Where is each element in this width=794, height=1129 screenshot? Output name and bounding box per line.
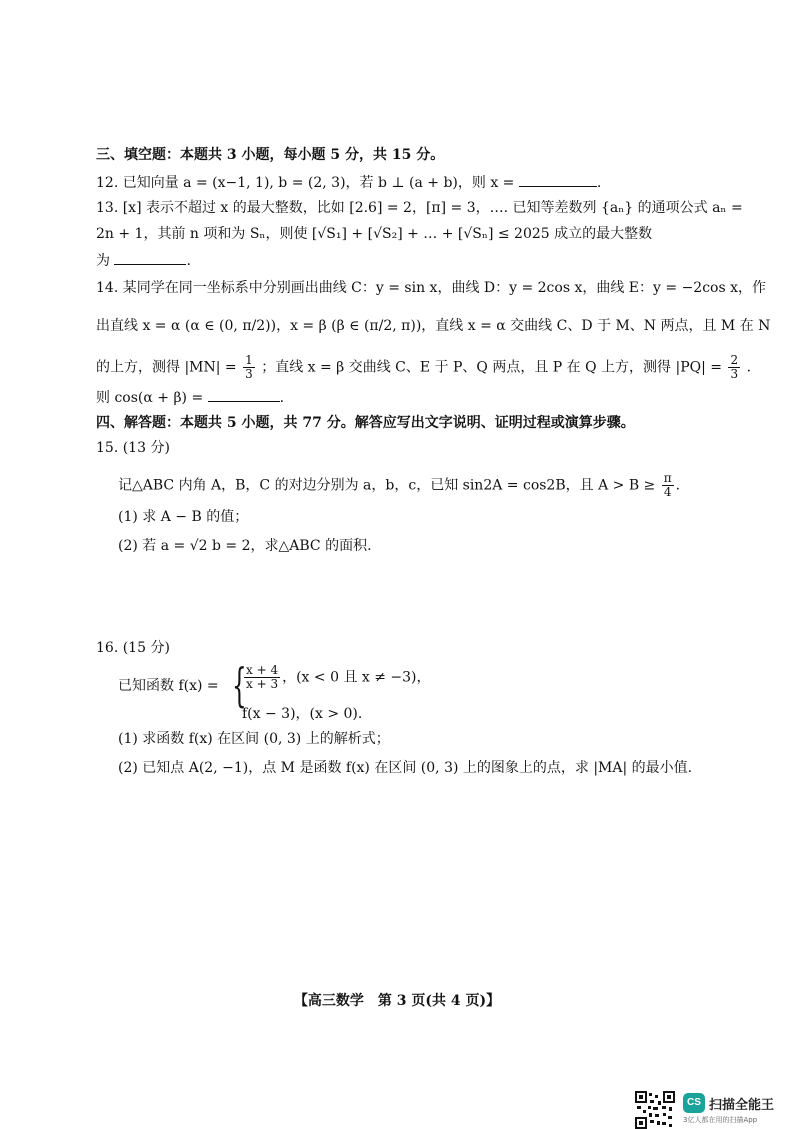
q16-case1-fraction [244,664,280,691]
section4-heading: 四、解答题：本题共 5 小题，共 77 分。解答应写出文字说明、证明过程或演算步骤。 [96,415,635,431]
q14-frac2-num: 2 [730,353,739,367]
q14-line3 [96,354,751,381]
page-footer: 【高三数学 第 3 页(共 4 页)】 [293,993,501,1009]
q14-fraction-mn [243,354,255,381]
q15-frac-num: π [663,471,672,485]
q14-fraction-pq [728,354,740,381]
q14-line4 [96,387,284,408]
q14-frac1-den: 3 [245,367,253,381]
q16-case1-den: x + 3 [246,677,279,691]
q15-number: 15. (13 分) [96,440,170,456]
q14-line3-c: . [746,359,752,376]
q16-case1-cond: ，(x < 0 且 x ≠ −3)， [282,669,431,686]
q15-stem-a: 记△ABC 内角 A，B，C 的对边分别为 a，b，c，已知 sin2A = cos2B，且 A > B ≥ [118,477,656,494]
camscanner-name: 扫描全能王 [709,1098,775,1113]
q16-part2: (2) 已知点 A(2, −1)，点 M 是函数 f(x) 在区间 (0, 3) 上的图象上的点，求 |MA| 的最小值. [118,760,693,776]
question-13-end [96,250,191,271]
q15-part1: (1) 求 A − B 的值； [118,509,249,525]
q14-line2: 出直线 x = α (α ∈ (0, π/2))，x = β (β ∈ (π/2, π))，直线 x = α 交曲线 C、D 于 M、N 两点，且 M 在 N [96,318,771,334]
q12-answer-blank [519,172,597,187]
q14-line4-prefix: 则 cos(α + β) = [96,390,204,406]
q13-line3-prefix: 为 [96,253,110,269]
q15-stem [118,472,680,499]
q16-case1 [242,664,431,691]
q16-stem-prefix: 已知函数 f(x) = [118,678,219,694]
q13-line2: 2n + 1，其前 n 项和为 Sₙ，则使 [√S₁] + [√S₂] + … + [√Sₙ] ≤ 2025 成立的最大整数 [96,226,653,242]
q14-answer-blank [208,387,280,402]
section3-heading: 三、填空题：本题共 3 小题，每小题 5 分，共 15 分。 [96,147,445,163]
camscanner-tagline: 3亿人都在用的扫描App [683,1116,758,1124]
q15-frac-den: 4 [663,485,672,499]
question-12: 12. 已知向量 a = (x−1, 1), b = (2, 3)，若 b ⊥ (a + b)，则 x = . [96,172,601,193]
q15-fraction [662,472,674,499]
piecewise-brace: { [232,658,247,712]
camscanner-logo: CS [683,1093,705,1113]
qr-code-icon [635,1091,675,1129]
q14-line3-b: ；直线 x = β 交曲线 C、E 于 P、Q 两点，且 P 在 Q 上方，测得 |PQ| = [261,359,723,376]
q14-line1: 14. 某同学在同一坐标系中分别画出曲线 C：y = sin x，曲线 D：y = 2cos x，曲线 E：y = −2cos x，作 [96,280,767,296]
q13-line1: 13. [x] 表示不超过 x 的最大整数，比如 [2.6] = 2，[π] = 3，…. 已知等差数列 {aₙ} 的通项公式 aₙ = [96,200,743,216]
q16-number: 16. (15 分) [96,640,170,656]
q16-part1: (1) 求函数 f(x) 在区间 (0, 3) 上的解析式； [118,731,390,747]
q16-case1-num: x + 4 [246,663,279,677]
q13-line3-suffix: . [186,253,191,269]
q15-stem-b: . [675,477,681,494]
q12-text: 12. 已知向量 a = (x−1, 1), b = (2, 3)，若 b ⊥ (a + b)，则 x = [96,175,515,191]
q14-frac1-num: 1 [245,353,253,367]
q13-answer-blank [114,250,186,265]
q15-part2: (2) 若 a = √2 b = 2，求△ABC 的面积. [118,538,372,554]
q14-frac2-den: 3 [730,367,739,381]
q14-line3-a: 的上方，测得 |MN| = [96,359,237,376]
q16-case2: f(x − 3)，(x > 0). [242,706,363,722]
q14-line4-suffix: . [279,390,285,406]
